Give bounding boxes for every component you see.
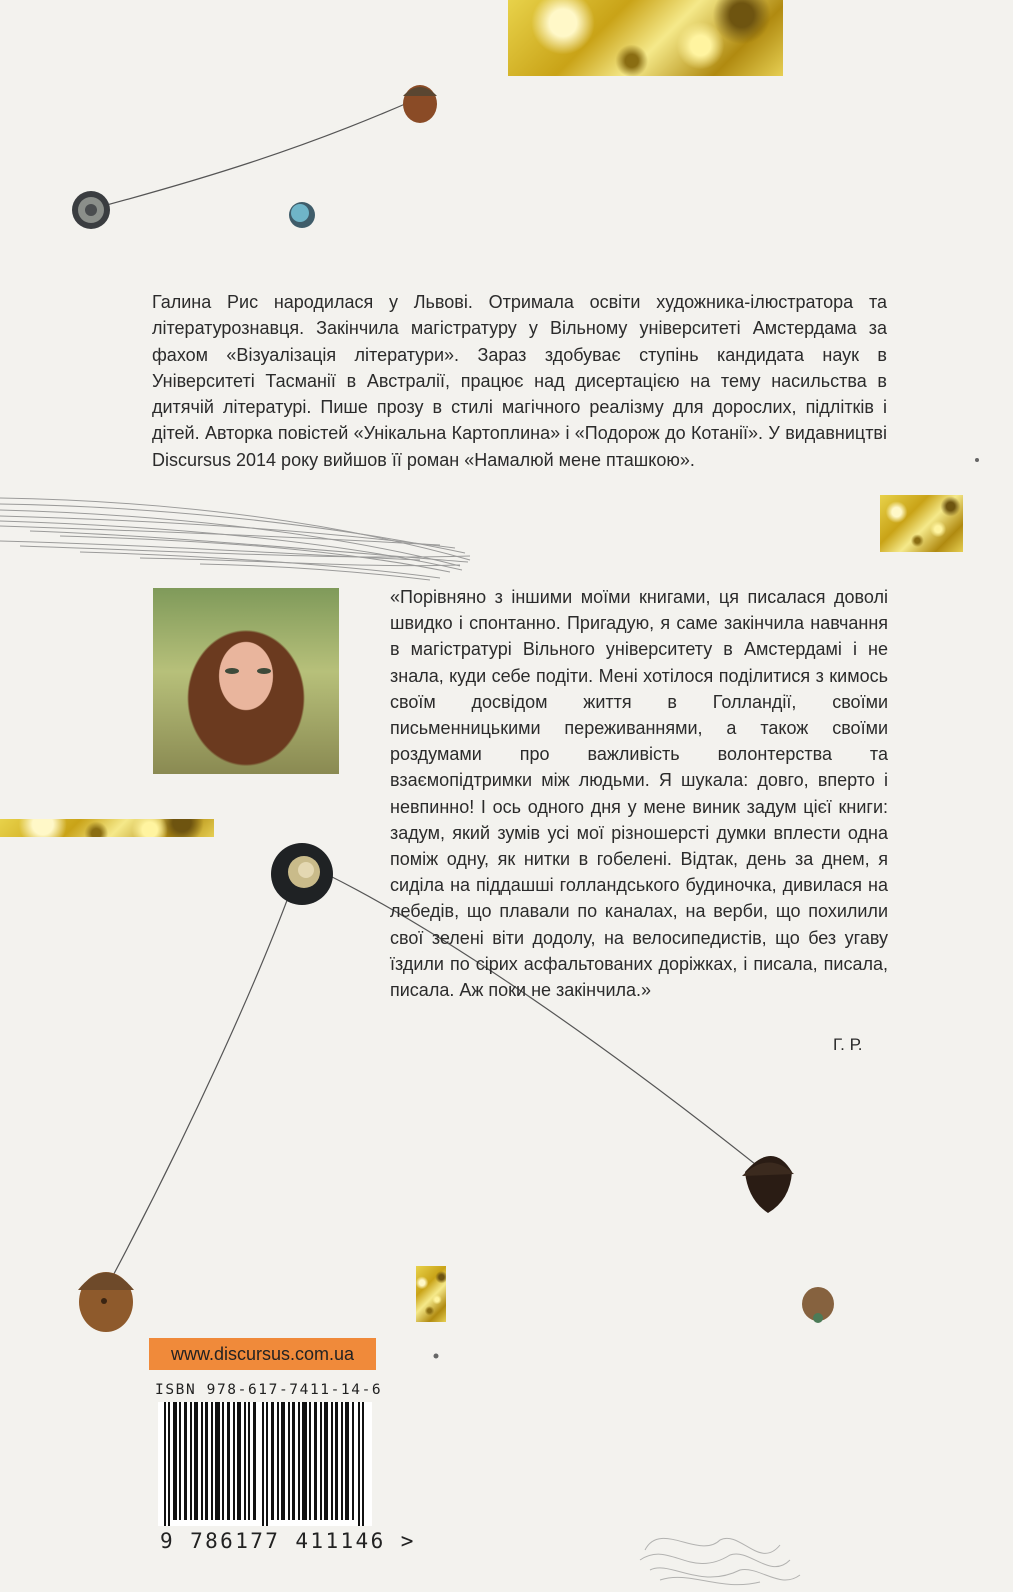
publisher-url[interactable]: www.discursus.com.ua <box>149 1338 376 1370</box>
dot <box>975 458 979 462</box>
acorn-small-right <box>802 1287 834 1323</box>
blue-bead <box>289 202 315 228</box>
pencil-scribble-bottom <box>640 1538 800 1584</box>
barcode-bars <box>158 1402 372 1526</box>
isbn-label: ISBN 978-617-7411-14-6 <box>155 1382 383 1398</box>
button-dark-center <box>271 843 333 905</box>
thread-top <box>92 101 412 209</box>
pencil-scribble <box>0 498 470 580</box>
author-photo <box>153 588 339 774</box>
acorn-top <box>403 85 437 123</box>
barcode-digits: 9 786177 411146 > <box>160 1529 416 1553</box>
thread-left <box>108 862 301 1285</box>
author-quote: «Порівняно з іншими моїми книгами, ця писалася доволі швидко і спонтанно. Пригадую, я саме закінчила навчання в магістратурі Вільного університету в Амстердамі і не знала, куди себе подіти. Мені хотілося поділитися з кимось своїм досвідом життя в Голландії, своїми письменницькими переживаннями, а також своїми роздумами про важливість волонтерства та взаємопідтримки між людьми. Я шукала: довго, вперто і невпинно! І ось одного дня у мене виник задум цієї книги: задум, який зумів усі мої різношерсті думки вплести одна поміж одну, як нитки в гобелені. Відтак, день за днем, я сиділа на піддашші голландського будиночка, дивилася на лебедів, що плавали по каналах, на верби, що похилили свої зелені віти додолу, на велосипедистів, що без угаву їздили по сірих асфальтованих доріжках, і писала, писала, писала. Аж поки не закінчила.» <box>390 587 888 1001</box>
quote-signature: Г. Р. <box>833 1035 863 1054</box>
author-bio: Галина Рис народилася у Львові. Отримала освіти художника-ілюстратора та літературознавця. Закінчила магістратуру у Вільному університеті Амстердама за фахом «Візуалізація літератури». Зараз здобуває ступінь кандидата наук в Університеті Тасманії в Австралії, працює над дисертацією на тему насильства в дитячій літературі. Пише прозу в стилі магічного реалізму для дорослих, підлітків і дітей. Авторка повістей «Унікальна Картоплина» і «Подорож до Котанії». У видавництві Discursus 2014 року вийшов її роман «Намалюй мене пташкою». <box>152 292 887 470</box>
button-dark-top <box>72 191 110 229</box>
dot <box>434 1354 439 1359</box>
acorn-dark-right <box>742 1156 794 1213</box>
barcode <box>158 1402 372 1526</box>
acorn-bottom-left <box>78 1272 134 1332</box>
